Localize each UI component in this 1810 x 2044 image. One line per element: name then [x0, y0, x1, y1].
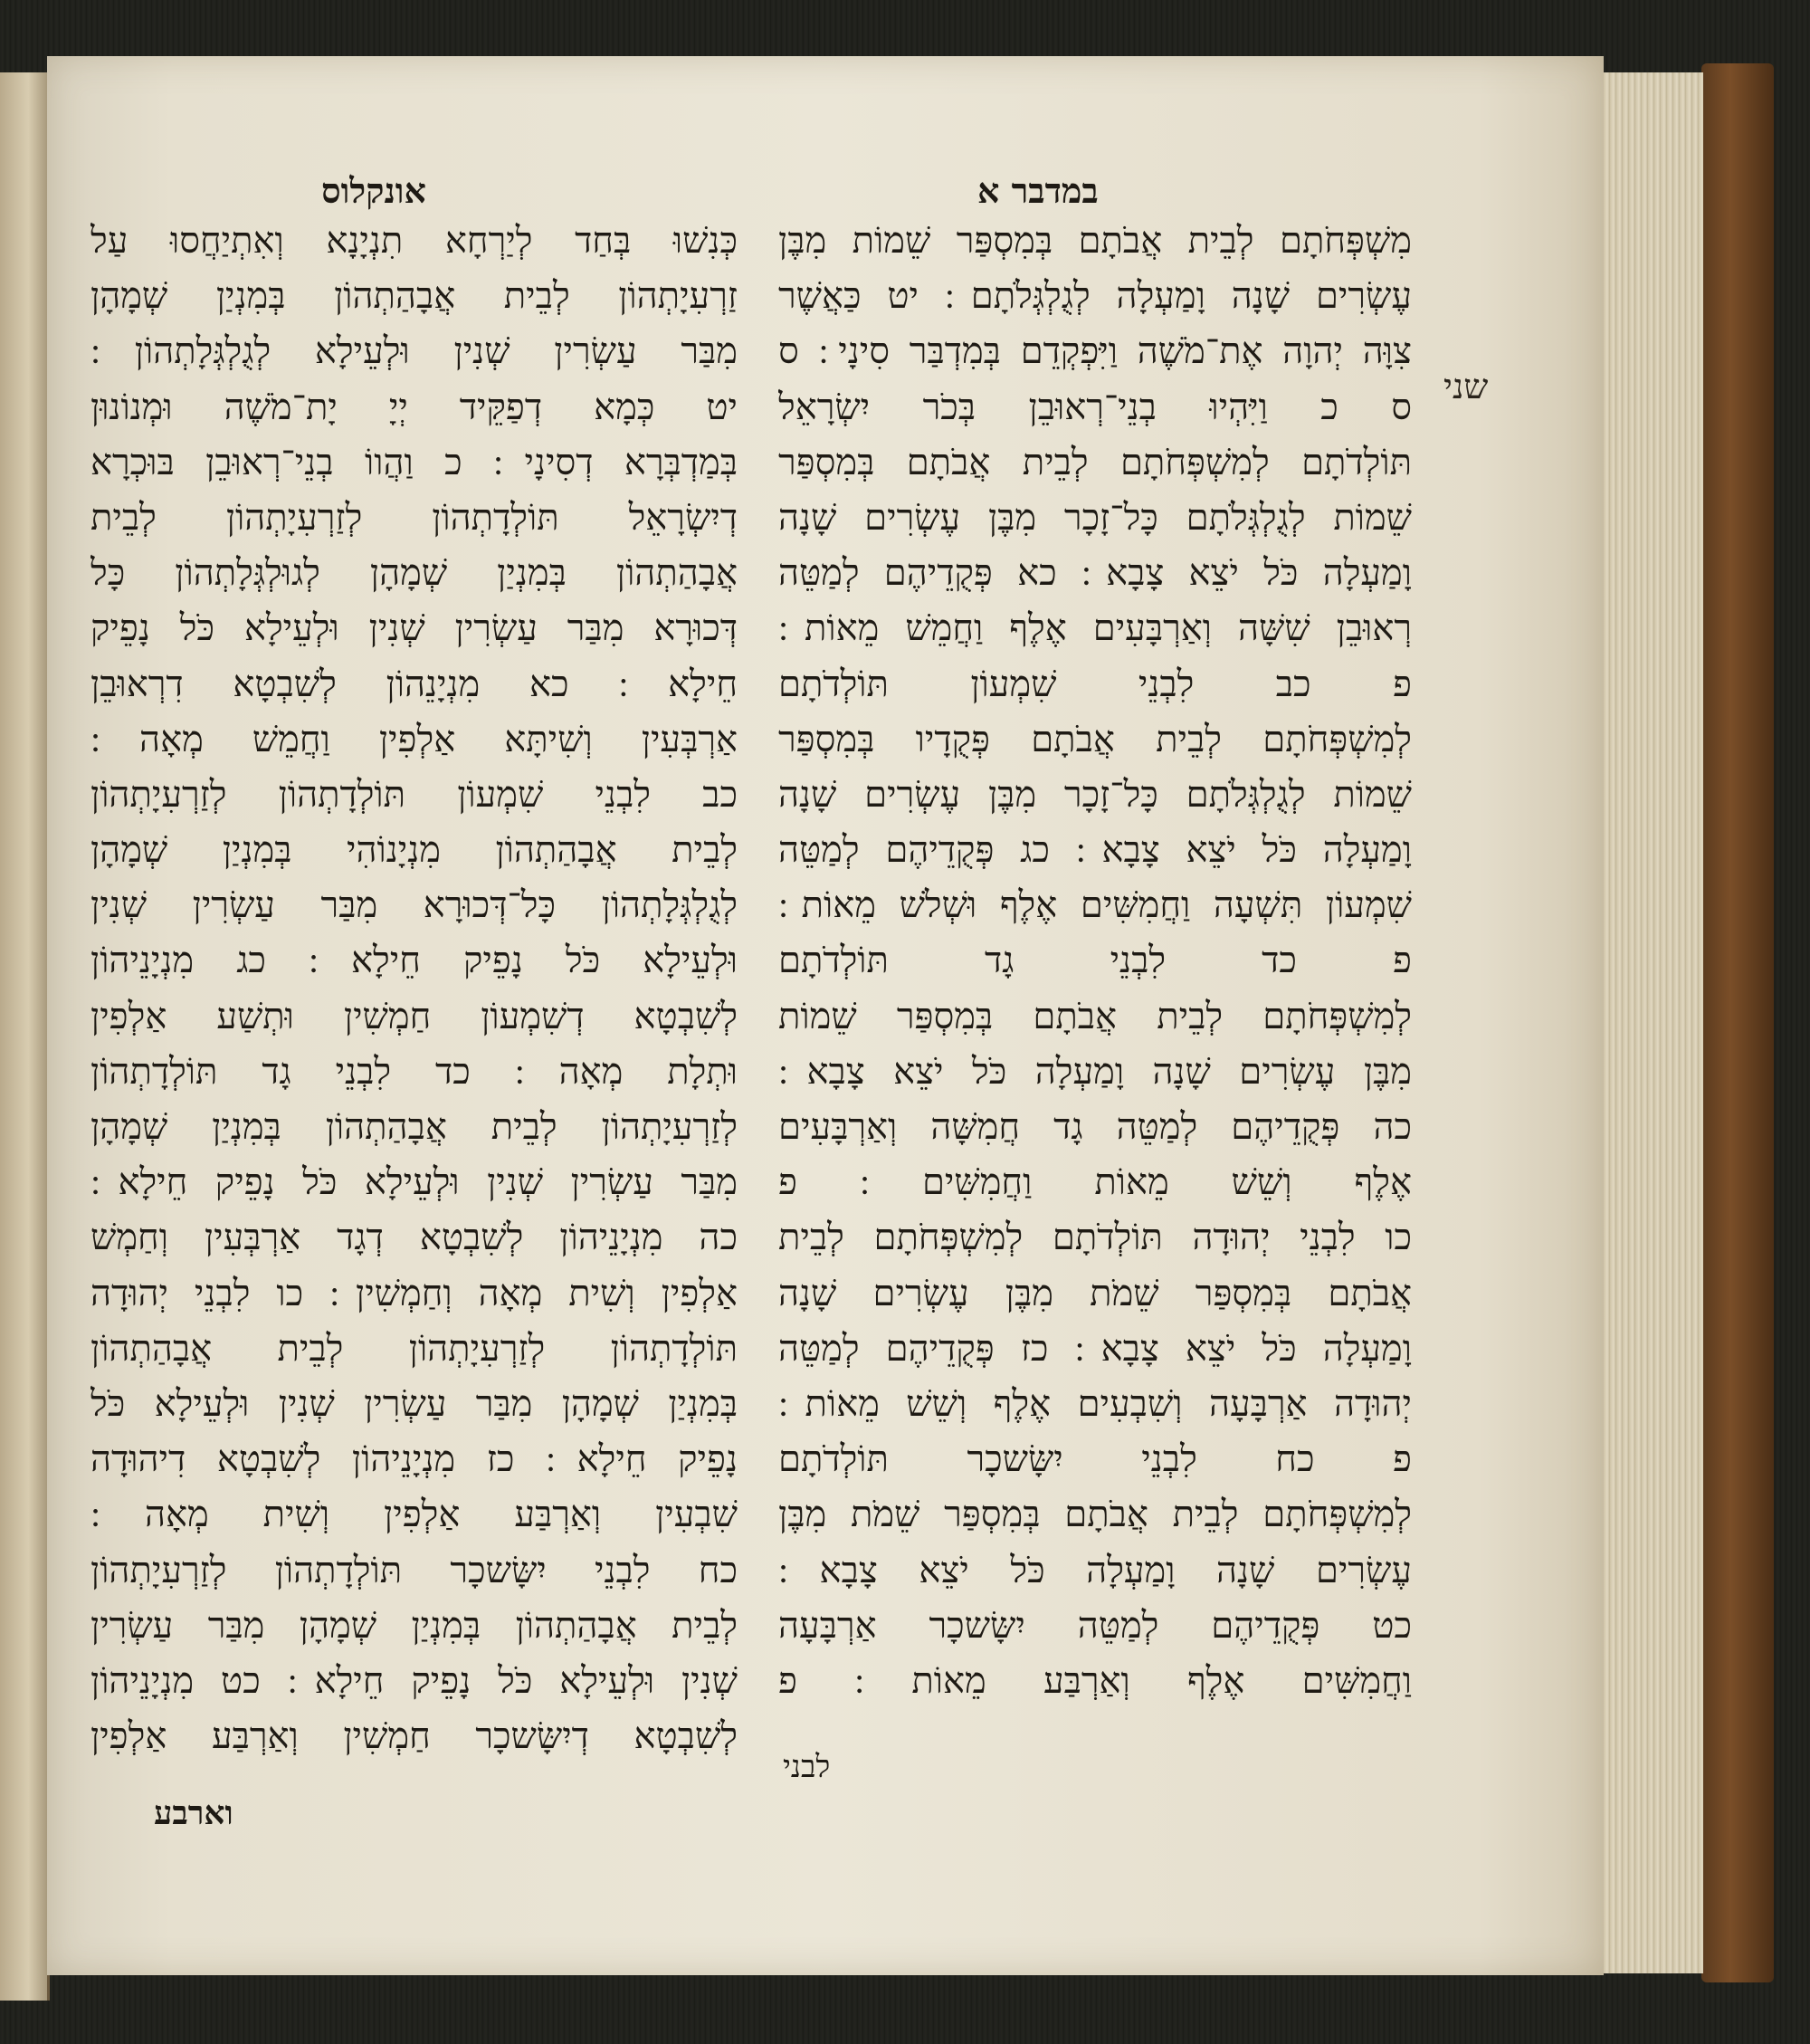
aramaic-text-column [90, 214, 738, 1764]
text-line: וּתְלָת מְאָה ׃ כד לִבְנֵי גָד תּוֹלְדָתְהוֹן [90, 1050, 738, 1093]
page-stack-edges [1602, 72, 1703, 1973]
running-header-left: אונקלוס [321, 170, 426, 211]
text-line: מִבַּר עַשְׂרִין שְׁנִין וּלְעֵילָא לְגֻלְגְּלָתְהוֹן ׃ [90, 330, 738, 373]
text-line: לְמִשְׁפְּחֹתָם לְבֵית אֲבֹתָם בְּמִסְפַּר שֵׁמוֹת [778, 995, 1412, 1037]
text-line: עֶשְׂרִים שָׁנָה וָמַעְלָה לְגֻלְגְּלֹתָם ׃ יט כַּאֲשֶׁר [778, 275, 1412, 318]
margin-note: שני [1443, 367, 1489, 406]
text-line: תּוֹלְדֹתָם לְמִשְׁפְּחֹתָם לְבֵית אֲבֹתָם בְּמִסְפַּר [778, 441, 1412, 483]
catchword-left: וארבע [154, 1794, 233, 1832]
text-line: בְּמַדְבְּרָא דְסִינָי ׃ כ וַהֲווֹ בְנֵי־רְאוּבֵן בּוּכְרָא [90, 441, 738, 483]
text-line: פ כח לִבְנֵי יִשָּׂשכָר תּוֹלְדֹתָם [778, 1438, 1412, 1481]
text-line: עֶשְׂרִים שָׁנָה וָמַעְלָה כֹּל יֹצֵא צָבָא ׃ [778, 1549, 1412, 1591]
text-line: יְהוּדָה אַרְבָּעָה וְשִׁבְעִים אֶלֶף וְשֵׁשׁ מֵאוֹת ׃ [778, 1382, 1412, 1425]
running-header-right: במדבר א [977, 170, 1099, 211]
text-line: דְיִשְׂרָאֵל תּוֹלְדָתְהוֹן לְזַרְעִיָתְהוֹן לְבֵית [90, 496, 738, 539]
text-line: אֲבָהַתְהוֹן בְּמִנְיַן שְׁמָהָן לְגוּלְגְּלָתְהוֹן כָּל [90, 552, 738, 595]
text-line: וָמַעְלָה כֹּל יֹצֵא צָבָא ׃ כא פְּקֻדֵיהֶם לְמַטֵּה [778, 552, 1412, 595]
text-line: בְּמִנְיַן שְׁמָהָן מִבַּר עַשְׂרִין שְׁנִין וּלְעֵילָא כֹּל [90, 1382, 738, 1425]
text-line: שֵׁמוֹת לְגֻלְגְּלֹתָם כָּל־זָכָר מִבֶּן עֶשְׂרִים שָׁנָה [778, 496, 1412, 539]
text-line: לְזַרְעִיָתְהוֹן לְבֵית אֲבָהַתְהוֹן בְּמִנְיַן שְׁמָהָן [90, 1106, 738, 1148]
text-line: מִשְׁפְּחֹתָם לְבֵית אֲבֹתָם בְּמִסְפַּר שֵׁמוֹת מִבֶּן [778, 220, 1412, 262]
text-line: יט כְּמָא דְפַקֵּיד יְיָ יָת־מֹשֶׁה וּמְנוֹנוּן [90, 386, 738, 428]
text-line: וַחֲמִשִּׁים אֶלֶף וְאַרְבַּע מֵאוֹת ׃ פ [778, 1659, 1412, 1702]
text-line: חֵילָא ׃ כא מִנְיָנֵהוֹן לְשִׁבְטָא דִרְאוּבֵן [90, 663, 738, 705]
text-line: וּלְעֵילָא כֹּל נָפֵיק חֵילָא ׃ כג מִנְיָנֵיהוֹן [90, 940, 738, 982]
text-line: אַלְפִין וְשִׁית מְאָה וְחַמְשִׁין ׃ כו לִבְנֵי יְהוּדָה [90, 1272, 738, 1314]
text-line: לְבֵית אֲבָהַתְהוֹן מִנְיָנוֹהִי בְּמִנְיַן שְׁמָהָן [90, 829, 738, 872]
text-line: זַרְעִיָתְהוֹן לְבֵית אֲבָהַתְהוֹן בְּמִנְיַן שְׁמָהָן [90, 275, 738, 318]
text-line: כה מִנְיָנֵיהוֹן לְשִׁבְטָא דְגָד אַרְבְּעִין וְחַמְשׁ [90, 1217, 738, 1259]
text-line: רְאוּבֵן שִׁשָּׁה וְאַרְבָּעִים אֶלֶף וַחֲמֵשׁ מֵאוֹת ׃ [778, 607, 1412, 650]
text-line: פ כד לִבְנֵי גָד תּוֹלְדֹתָם [778, 940, 1412, 982]
text-line: לְבֵית אֲבָהַתְהוֹן בְּמִנְיַן שְׁמָהָן מִבַּר עַשְׂרִין [90, 1604, 738, 1647]
text-line: שִׁבְעִין וְאַרְבַּע אַלְפִין וְשִׁית מְאָה ׃ [90, 1494, 738, 1536]
facing-page-edge [0, 72, 50, 2001]
text-line: כח לִבְנֵי יִשָּׂשכָר תּוֹלְדָתְהוֹן לְזַרְעִיָתְהוֹן [90, 1549, 738, 1591]
text-line: פ כב לִבְנֵי שִׁמְעוֹן תּוֹלְדֹתָם [778, 663, 1412, 705]
text-line: כה פְּקֻדֵיהֶם לְמַטֵּה גָד חֲמִשָּׁה וְאַרְבָּעִים [778, 1106, 1412, 1148]
text-line: מִבַּר עַשְׂרִין שְׁנִין וּלְעֵילָא כֹּל נָפֵיק חֵילָא ׃ [90, 1161, 738, 1204]
text-line: ס כ וַיִּהְיוּ בְנֵי־רְאוּבֵן בְּכֹר יִשְׂרָאֵל [778, 386, 1412, 428]
text-line: אֶלֶף וְשֵׁשׁ מֵאוֹת וַחֲמִשִּׁים ׃ פ [778, 1161, 1412, 1204]
text-line: צִוָּה יְהוָה אֶת־מֹשֶׁה וַיִּפְקְדֵם בְּמִדְבַּר סִינָי ׃ ס [778, 330, 1412, 373]
text-line: שְׁנִין וּלְעֵילָא כֹּל נָפֵיק חֵילָא ׃ כט מִנְיָנֵיהוֹן [90, 1659, 738, 1702]
text-line: לְמִשְׁפְּחֹתָם לְבֵית אֲבֹתָם פְּקֻדָיו בְּמִסְפַּר [778, 718, 1412, 760]
text-line: אַרְבְּעִין וְשִׁיתָּא אַלְפִין וַחֲמֵשׁ מְאָה ׃ [90, 718, 738, 760]
text-line: שִׁמְעוֹן תִּשְׁעָה וַחֲמִשִּׁים אֶלֶף וּשְׁלֹשׁ מֵאוֹת ׃ [778, 884, 1412, 927]
text-line: שֵׁמוֹת לְגֻלְגְּלֹתָם כָּל־זָכָר מִבֶּן עֶשְׂרִים שָׁנָה [778, 773, 1412, 816]
text-line: כְּנִשׁוּ בְּחַד לְיַרְחָא תִנְיָנָא וְאִתְיַחֲסוּ עַל [90, 220, 738, 262]
text-line: תּוֹלְדָתְהוֹן לְזַרְעִיָתְהוֹן לְבֵית אֲבָהַתְהוֹן [90, 1327, 738, 1370]
text-line: מִבֶּן עֶשְׂרִים שָׁנָה וָמַעְלָה כֹּל יֹצֵא צָבָא ׃ [778, 1050, 1412, 1093]
text-line: כו לִבְנֵי יְהוּדָה תּוֹלְדֹתָם לְמִשְׁפְּחֹתָם לְבֵית [778, 1217, 1412, 1259]
text-line: לְגֻלְגְּלָתְהוֹן כָּל־דְּכוּרָא מִבַּר עַשְׂרִין שְׁנִין [90, 884, 738, 927]
text-line: לְשִׁבְטָא דְשִׁמְעוֹן חַמְשִׁין וּתְשַׁע אַלְפִין [90, 995, 738, 1037]
hebrew-text-column [778, 214, 1412, 1709]
text-line: לְשִׁבְטָא דְיִשָּׂשכָר חַמְשִׁין וְאַרְבַּע אַלְפִין [90, 1715, 738, 1758]
text-line: דְּכוּרָא מִבַּר עַשְׂרִין שְׁנִין וּלְעֵילָא כֹּל נָפֵיק [90, 607, 738, 650]
book-cover-edge [1701, 63, 1774, 1982]
text-line: נָפֵיק חֵילָא ׃ כז מִנְיָנֵיהוֹן לְשִׁבְטָא דִיהוּדָה [90, 1438, 738, 1481]
text-line: כט פְּקֻדֵיהֶם לְמַטֵּה יִשָּׂשכָר אַרְבָּעָה [778, 1604, 1412, 1647]
text-line: וָמַעְלָה כֹּל יֹצֵא צָבָא ׃ כז פְּקֻדֵיהֶם לְמַטֵּה [778, 1327, 1412, 1370]
text-line: אֲבֹתָם בְּמִסְפַּר שֵׁמֹת מִבֶּן עֶשְׂרִים שָׁנָה [778, 1272, 1412, 1314]
catchword-right: לבני [783, 1749, 831, 1785]
text-line: וָמַעְלָה כֹּל יֹצֵא צָבָא ׃ כג פְּקֻדֵיהֶם לְמַטֵּה [778, 829, 1412, 872]
text-line: לְמִשְׁפְּחֹתָם לְבֵית אֲבֹתָם בְּמִסְפַּר שֵׁמֹת מִבֶּן [778, 1494, 1412, 1536]
text-line: כב לִבְנֵי שִׁמְעוֹן תּוֹלְדָתְהוֹן לְזַרְעִיָתְהוֹן [90, 773, 738, 816]
